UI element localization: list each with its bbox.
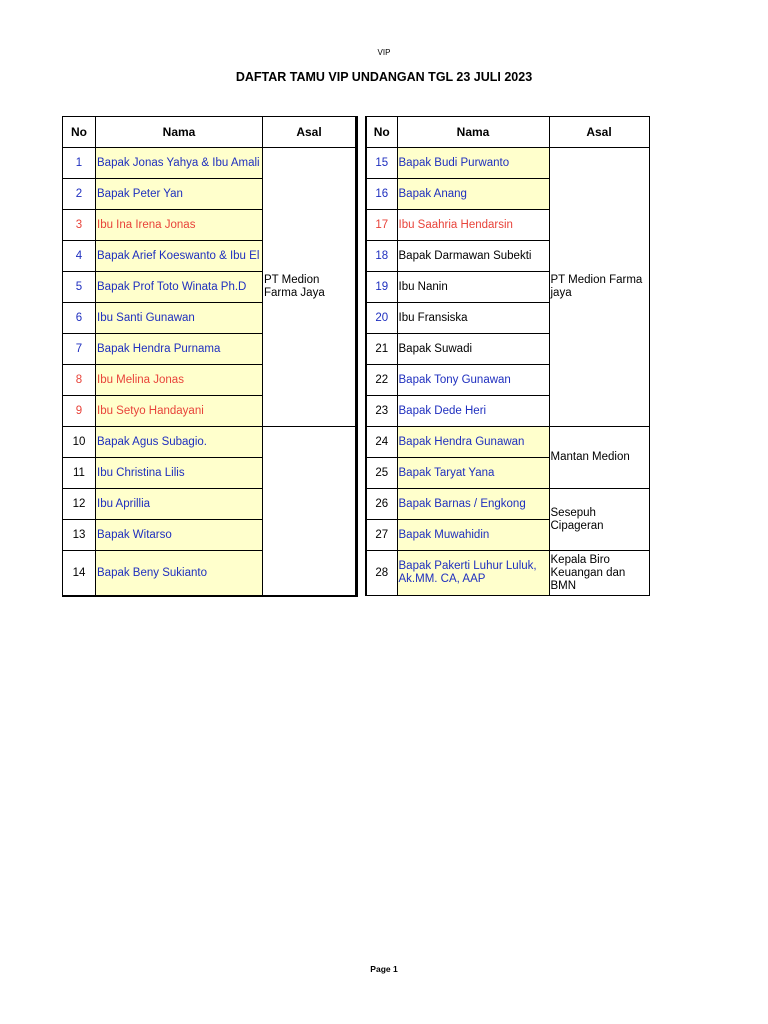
row-number: 22 (366, 365, 397, 396)
guest-name: Bapak Tony Gunawan (397, 365, 549, 396)
row-number: 3 (63, 210, 96, 241)
asal-group: PT Medion Farma Jaya (263, 148, 357, 427)
row-number: 15 (366, 148, 397, 179)
row-number: 18 (366, 241, 397, 272)
guest-name: Bapak Hendra Purnama (96, 334, 263, 365)
guest-name: Bapak Jonas Yahya & Ibu Amali (96, 148, 263, 179)
table-row (63, 427, 357, 458)
table-header-row (63, 117, 357, 148)
row-number: 19 (366, 272, 397, 303)
row-number: 1 (63, 148, 96, 179)
column-header-nama: Nama (397, 117, 549, 148)
row-number: 28 (366, 551, 397, 596)
asal-group: Sesepuh Cipageran (549, 489, 649, 551)
guest-name: Ibu Nanin (397, 272, 549, 303)
guest-name: Ibu Aprillia (96, 489, 263, 520)
guest-name: Bapak Agus Subagio. (96, 427, 263, 458)
guest-name: Bapak Hendra Gunawan (397, 427, 549, 458)
row-number: 21 (366, 334, 397, 365)
row-number: 4 (63, 241, 96, 272)
row-number: 13 (63, 520, 96, 551)
guest-name: Ibu Setyo Handayani (96, 396, 263, 427)
guest-name: Ibu Santi Gunawan (96, 303, 263, 334)
guest-name: Bapak Anang (397, 179, 549, 210)
document-title: DAFTAR TAMU VIP UNDANGAN TGL 23 JULI 2023 (235, 70, 533, 84)
row-number: 2 (63, 179, 96, 210)
header-label: VIP (377, 48, 391, 57)
asal-group: Mantan Medion (549, 427, 649, 489)
row-number: 6 (63, 303, 96, 334)
guest-name: Ibu Ina Irena Jonas (96, 210, 263, 241)
row-number: 23 (366, 396, 397, 427)
asal-group: Kepala Biro Keuangan dan BMN (549, 551, 649, 596)
row-number: 25 (366, 458, 397, 489)
row-number: 12 (63, 489, 96, 520)
table-row (63, 148, 357, 179)
guest-name: Bapak Taryat Yana (397, 458, 549, 489)
guest-name: Bapak Witarso (96, 520, 263, 551)
guest-name: Bapak Dede Heri (397, 396, 549, 427)
guest-name: Bapak Budi Purwanto (397, 148, 549, 179)
guest-name: Bapak Barnas / Engkong (397, 489, 549, 520)
row-number: 24 (366, 427, 397, 458)
page-number: Page 1 (370, 964, 398, 974)
table-row (366, 148, 649, 179)
guest-name: Ibu Melina Jonas (96, 365, 263, 396)
guest-name: Bapak Muwahidin (397, 520, 549, 551)
guest-name: Ibu Saahria Hendarsin (397, 210, 549, 241)
asal-empty (263, 427, 357, 597)
row-number: 8 (63, 365, 96, 396)
guest-name: Bapak Prof Toto Winata Ph.D (96, 272, 263, 303)
column-header-asal: Asal (549, 117, 649, 148)
column-header-no: No (63, 117, 96, 148)
guest-name: Bapak Arief Koeswanto & Ibu El (96, 241, 263, 272)
guest-name: Bapak Pakerti Luhur Luluk, Ak.MM. CA, AAP (397, 551, 549, 596)
guest-name: Bapak Beny Sukianto (96, 551, 263, 597)
row-number: 11 (63, 458, 96, 489)
table-row (366, 551, 649, 596)
guest-name: Bapak Suwadi (397, 334, 549, 365)
row-number: 7 (63, 334, 96, 365)
column-header-nama: Nama (96, 117, 263, 148)
guest-name: Bapak Darmawan Subekti (397, 241, 549, 272)
guest-name: Bapak Peter Yan (96, 179, 263, 210)
row-number: 14 (63, 551, 96, 597)
row-number: 9 (63, 396, 96, 427)
table-row (366, 427, 649, 458)
column-header-asal: Asal (263, 117, 357, 148)
row-number: 26 (366, 489, 397, 520)
table-header-row (366, 117, 649, 148)
row-number: 10 (63, 427, 96, 458)
row-number: 27 (366, 520, 397, 551)
row-number: 16 (366, 179, 397, 210)
row-number: 17 (366, 210, 397, 241)
guest-table-left (62, 116, 358, 597)
row-number: 20 (366, 303, 397, 334)
asal-group: PT Medion Farma jaya (549, 148, 649, 427)
guest-name: Ibu Christina Lilis (96, 458, 263, 489)
column-header-no: No (366, 117, 397, 148)
row-number: 5 (63, 272, 96, 303)
guest-table-right (365, 116, 650, 596)
table-row (366, 489, 649, 520)
guest-name: Ibu Fransiska (397, 303, 549, 334)
